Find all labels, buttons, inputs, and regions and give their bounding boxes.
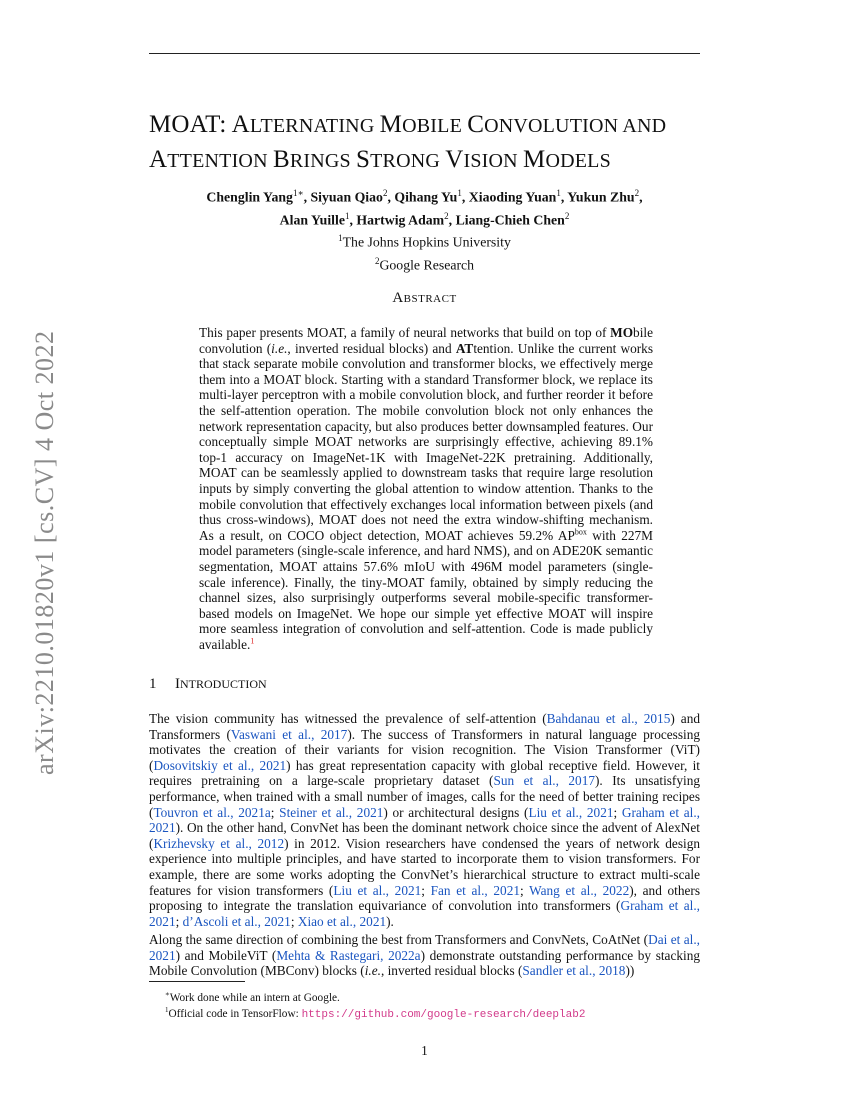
title-line-2: ATTENTION BRINGS STRONG VISION MODELS xyxy=(149,146,611,173)
paragraph-text: ). The success of Transformers in natural language processing motivates the creation of their variants for vision recognition. The Vision Transformer (ViT) ( xyxy=(149,726,700,773)
paragraph-text: ; xyxy=(175,913,183,929)
affiliation-2: $^2$Google Research xyxy=(374,255,475,273)
author-block xyxy=(149,184,700,274)
citation-link[interactable]: Dosovitskiy et al., 2021 xyxy=(153,757,287,773)
paragraph-text: ; xyxy=(290,913,298,929)
paragraph-text: ) demonstrate outstanding performance by stacking Mobile Convolution (MBConv) blocks ( xyxy=(149,947,700,979)
paragraph-text: Along the same direction of combining the best from Transformers and ConvNets, CoAtNet ( xyxy=(149,932,649,947)
citation-link[interactable]: Liu et al., 2021 xyxy=(528,804,614,820)
citation-link[interactable]: Graham et al., 2021 xyxy=(149,898,700,929)
author-name: Liang-Chieh Chen xyxy=(455,212,565,228)
author-name: Alan Yuille xyxy=(279,212,345,228)
section-heading-introduction: 1 INTRODUCTION xyxy=(149,676,267,692)
author-name: Hartwig Adam xyxy=(356,212,445,228)
paragraph-text: ). Its unsatisfying performance, when trained with a small number of images, calls for the need of better training recipes ( xyxy=(149,773,701,820)
paragraph-text: The vision community has witnessed the prevalence of self-attention ( xyxy=(149,711,547,726)
citation-link[interactable]: Graham et al., 2021 xyxy=(149,804,700,836)
citation-link[interactable]: Vaswani et al., 2017 xyxy=(230,726,348,742)
author-name: Siyuan Qiao xyxy=(310,189,383,205)
abstract-heading: Abstract xyxy=(392,290,457,306)
citation-link[interactable]: Xiao et al., 2021 xyxy=(297,913,387,929)
affiliation-1: $^1$The Johns Hopkins University xyxy=(338,233,511,250)
paragraph-text: ), and others proposing to integrate the translation equivariance of convolution into transformers ( xyxy=(149,882,701,914)
top-rule xyxy=(149,53,700,54)
citation-link[interactable]: Sandler et al., 2018 xyxy=(522,963,626,979)
author-line-1: Chenglin Yang$^{1∗}$, Siyuan Qiao$^2$, Qihang Yu$^1$, Xiaoding Yuan$^1$, Yukun Zhu$^2$, xyxy=(206,188,643,205)
page-number: 1 xyxy=(421,1043,428,1058)
footnote-rule xyxy=(149,981,245,982)
paragraph-text: ) and MobileViT ( xyxy=(175,947,277,963)
author-name: Chenglin Yang xyxy=(206,189,293,205)
intro-paragraph-1 xyxy=(149,711,700,929)
paragraph-text: )) xyxy=(625,963,635,979)
paragraph-text: ; xyxy=(270,804,280,820)
paper-title xyxy=(149,108,709,178)
citation-link[interactable]: d’Ascoli et al., 2021 xyxy=(182,913,291,929)
citation-link[interactable]: Wang et al., 2022 xyxy=(529,882,630,898)
author-name: Qihang Yu xyxy=(394,189,458,205)
author-name: Yukun Zhu xyxy=(567,189,635,205)
intro-paragraph-2 xyxy=(149,932,700,979)
paragraph-text: ) has great representation capacity with global receptive field. However, it requires pretraining on a large-scale proprietary dataset ( xyxy=(149,757,701,789)
author-name: Xiaoding Yuan xyxy=(468,189,557,205)
citation-link[interactable]: Dai et al., 2021 xyxy=(149,932,700,963)
citation-link[interactable]: Liu et al., 2021 xyxy=(333,882,422,898)
citation-link[interactable]: Touvron et al., 2021a xyxy=(153,804,271,820)
paragraph-text: , inverted residual blocks ( xyxy=(380,963,523,979)
paragraph-text: ; xyxy=(613,804,622,820)
citation-link[interactable]: Sun et al., 2017 xyxy=(493,773,595,789)
author-line-2: Alan Yuille$^1$, Hartwig Adam$^2$, Liang-Chieh Chen$^2$ xyxy=(279,210,570,228)
citation-link[interactable]: Steiner et al., 2021 xyxy=(279,804,384,820)
paragraph-text: ) or architectural designs ( xyxy=(383,804,529,820)
footnote-2: $^1$Official code in TensorFlow: https://github.com/google-research/deeplab2 xyxy=(165,1006,586,1021)
paragraph-text: ). xyxy=(386,913,394,929)
arxiv-identifier: arXiv:2210.01820v1 [cs.CV] 4 Oct 2022 xyxy=(30,330,59,775)
citation-link[interactable]: Fan et al., 2021 xyxy=(430,882,520,898)
code-url-link[interactable]: https://github.com/google-research/deeplab2 xyxy=(301,1008,586,1021)
footnote-link[interactable]: 1 xyxy=(250,636,255,646)
paragraph-text: ) and Transformers ( xyxy=(149,711,700,742)
paragraph-text: ; xyxy=(421,882,431,898)
footnote-1: ∗Work done while an intern at Google. xyxy=(165,990,340,1004)
citation-link[interactable]: Mehta & Rastegari, 2022a xyxy=(276,947,421,963)
paragraph-text: ) in 2012. Vision researchers have condensed the years of network design experience into multiple principles, and have started to incorporate them to vision transformers. For example, there are some works adopting the ConvNet’s hierarchical structure to extract multi-scale features for vision transformers ( xyxy=(149,835,700,898)
abstract-body: This paper presents MOAT, a family of neural networks that build on top of MObile convolution (i.e., inverted residual blocks) and ATtention. Unlike the current works that stack separate mobile convolution and transformer blocks, we effectively merge them into a MOAT block. Starting with a standard Transformer block, we replace its multi-layer perceptron with a mobile convolution block, and further reorder it before the self-attention operation. The mobile convolution block not only enhances the network representation capacity, but also produces better downsampled features. Our conceptually simple MOAT networks are surprisingly effective, achieving 89.1% top-1 accuracy on ImageNet-1K with ImageNet-22K pretraining. Additionally, MOAT can be seamlessly applied to downstream tasks that require large resolution inputs by simply converting the global attention to window attention. Thanks to the mobile convolution that effectively exchanges local information between pixels (and thus cross-windows), MOAT does not need the extra window-shifting mechanism. As a result, on COCO object detection, MOAT achieves 59.2% $AP^{box}$ with 227M model parameters (single-scale inference, and hard NMS), and on ADE20K semantic segmentation, MOAT attains 57.6% mIoU with 496M model parameters (single-scale inference). Finally, the tiny-MOAT family, obtained by simply reducing the channel sizes, also surprisingly outperforms several mobile-specific transformer-based models on ImageNet. We hope our simple yet effective MOAT will inspire more seamless integration of convolution and self-attention. Code is made publicly available.$^1$ xyxy=(199,325,654,652)
paragraph-text: ; xyxy=(520,882,530,898)
citation-link[interactable]: Krizhevsky et al., 2012 xyxy=(153,835,285,851)
title-line-1: MOAT: ALTERNATING MOBILE CONVOLUTION AND xyxy=(149,111,667,138)
italic-text: i.e. xyxy=(364,963,381,979)
paragraph-text: ). On the other hand, ConvNet has been the dominant network choice since the advent of AlexNet ( xyxy=(149,820,700,851)
citation-link[interactable]: Bahdanau et al., 2015 xyxy=(546,711,671,726)
